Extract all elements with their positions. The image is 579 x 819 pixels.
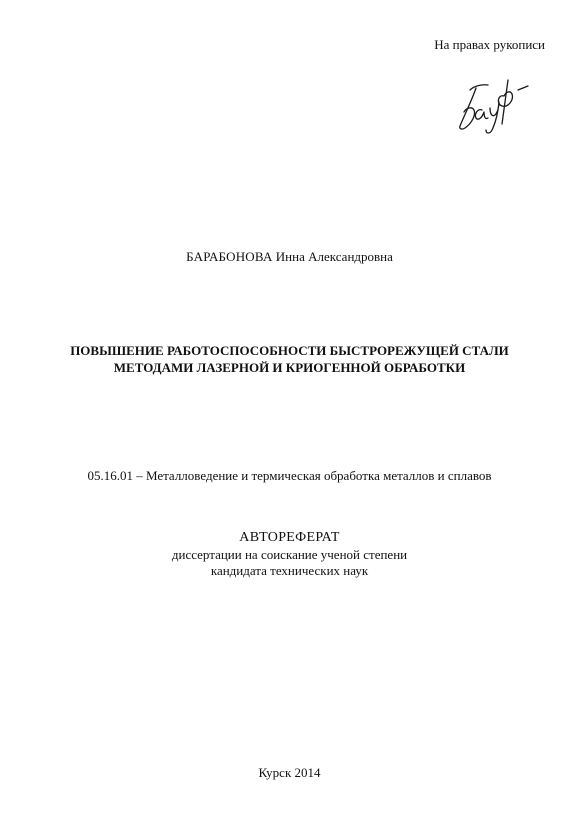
place-year: Курск 2014 [258,765,321,780]
title-line-2: МЕТОДАМИ ЛАЗЕРНОЙ И КРИОГЕННОЙ ОБРАБОТКИ [113,360,466,375]
abstract-block [0,530,579,579]
dissertation-title [20,342,559,376]
rights-note: На правах рукописи [434,37,545,52]
title-line-1: ПОВЫШЕНИЕ РАБОТОСПОСОБНОСТИ БЫСТРОРЕЖУЩЕЙ СТАЛИ [70,343,509,358]
abstract-line-2: кандидата технических наук [210,563,369,578]
specialty-code: 05.16.01 – Металловедение и термическая обработка металлов и сплавов [87,468,492,483]
author-name [0,249,579,265]
abstract-line-1: диссертации на соискание ученой степени [171,547,408,562]
author-surname: БАРАБОНОВА [186,249,273,264]
abstract-heading: АВТОРЕФЕРАТ [239,530,340,545]
author-given-names: Инна Александровна [275,249,393,264]
signature [448,60,538,140]
